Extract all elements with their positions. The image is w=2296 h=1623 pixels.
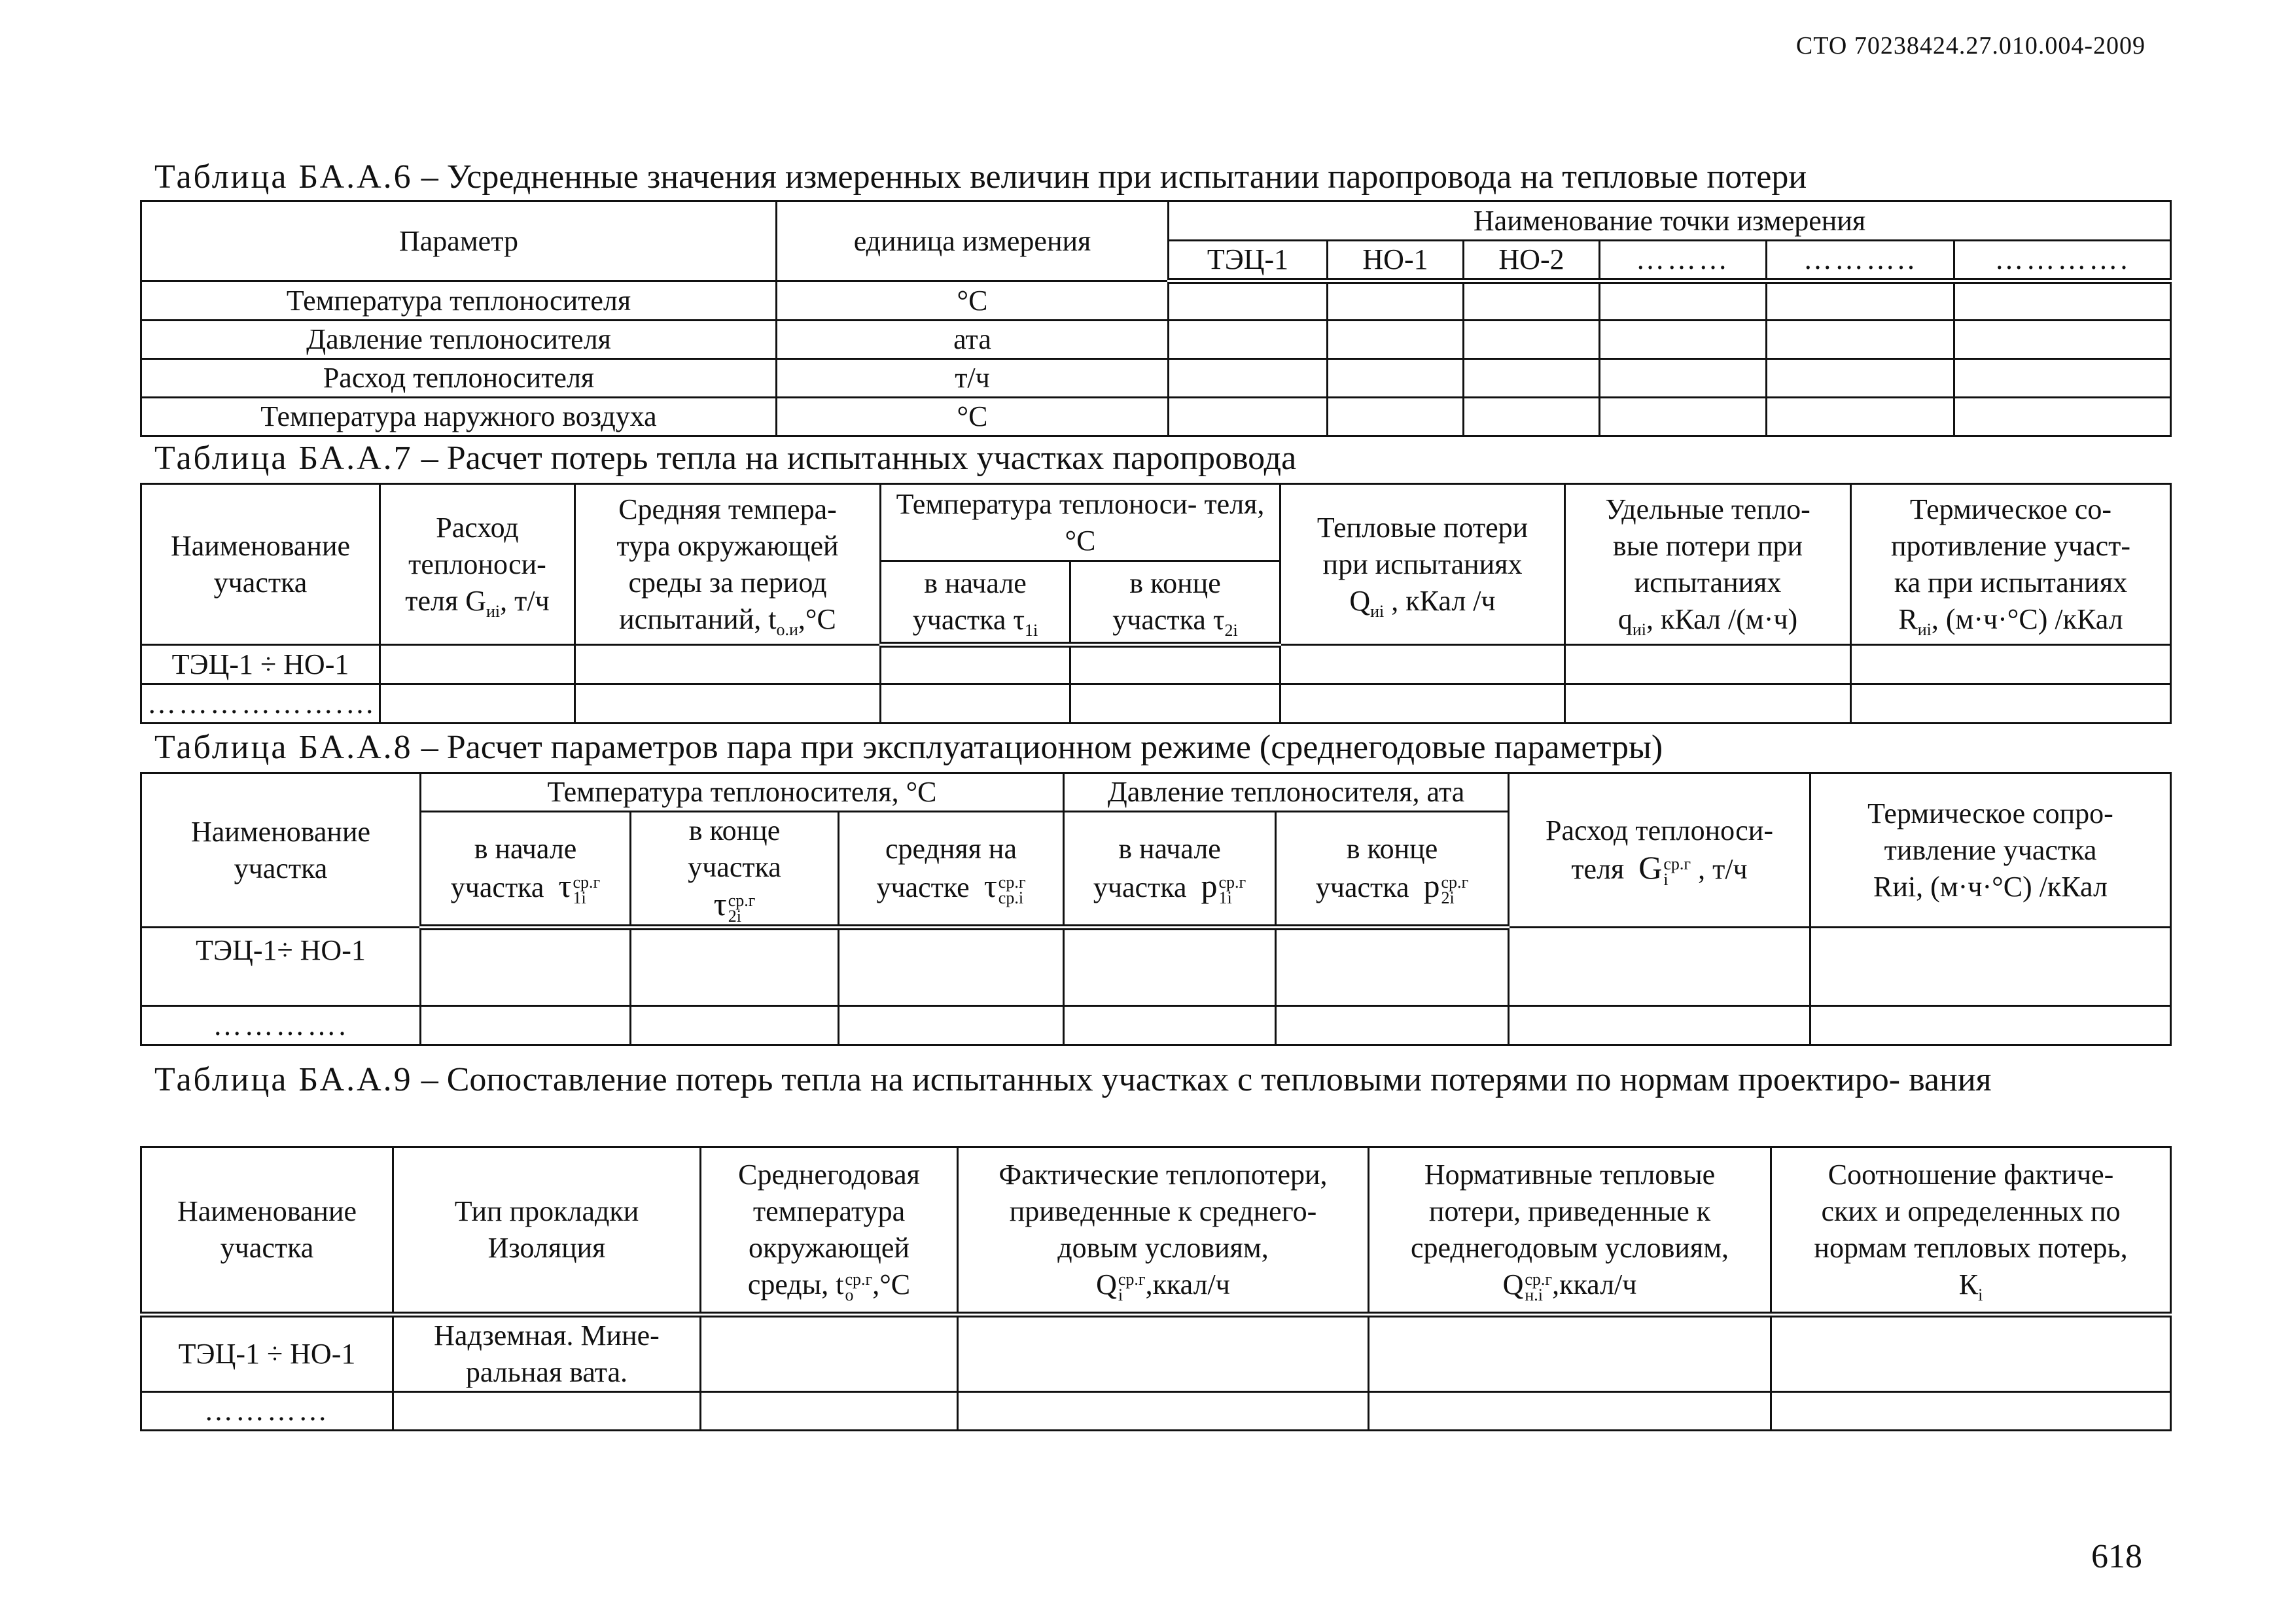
unit-cell: т/ч (777, 359, 1169, 398)
col-param-header: Параметр (141, 201, 777, 281)
laying-type-cell: Надземная. Мине- ральная вата. (393, 1315, 701, 1392)
table-row (141, 359, 2171, 398)
table7-label: Таблица БА.А.7 (154, 440, 413, 477)
section-name-cell: ………… (141, 1392, 393, 1431)
col-loss-header: Тепловые потери при испытаниях $Q_{иi}$ , кКал /ч (1280, 484, 1565, 645)
table6-title: – Усредненные значения измеренных величин при испытании паропровода на тепловые потери (421, 158, 1807, 196)
section-name-cell: ТЭЦ-1 ÷ НО-1 (141, 645, 380, 684)
col-flow-header: Расход теплоноси- теля G ср.г i , т/ч (1509, 773, 1810, 928)
param-cell: Расход теплоносителя (141, 359, 777, 398)
table-row (141, 281, 2171, 321)
table-row (141, 684, 2171, 724)
table7-caption (154, 438, 1296, 479)
table8-label: Таблица БА.А.8 (154, 729, 413, 766)
unit-cell: ата (777, 321, 1169, 359)
table-row (141, 1392, 2171, 1431)
col-unit-header: единица измерения (777, 201, 1169, 281)
col-p-start-header: в начале участка p ср.г 1i (1064, 812, 1276, 928)
table7-title: – Расчет потерь тепла на испытанных участках паропровода (421, 440, 1297, 477)
col-name-header: Наименование участка (141, 773, 421, 928)
table-row (141, 1006, 2171, 1045)
table7 (140, 483, 2172, 724)
unit-cell: °С (777, 281, 1169, 321)
section-name-cell: ТЭЦ-1÷ НО-1 (141, 928, 421, 1006)
col-flow-header: Расход теплоноси- теля $G_{иi}$, т/ч (380, 484, 575, 645)
col-end-header: в конце участка $\tau_{2i}$ (1070, 561, 1280, 645)
table8-title: – Расчет параметров пара при эксплуатационном режиме (среднегодовые параметры) (421, 729, 1663, 766)
unit-cell: °С (777, 398, 1169, 436)
col-t-end-header: в конце участка τ ср.г 2i (631, 812, 839, 928)
page-number: 618 (2091, 1538, 2142, 1575)
col-env-temp-header: Средняя темпера- тура окружающей среды за период испытаний, $t_{о.и},^\circ С$ (575, 484, 881, 645)
table-row (141, 928, 2171, 1006)
table6 (140, 200, 2172, 437)
param-cell: Температура наружного воздуха (141, 398, 777, 436)
col-type-header: Тип прокладки Изоляция (393, 1147, 701, 1315)
col-env-temp-header: Среднегодовая температура окружающей среды, t ср.г о ,°С (701, 1147, 958, 1315)
col-points-header: Наименование точки измерения (1169, 201, 2171, 241)
point-header: ТЭЦ-1 (1169, 241, 1328, 281)
section-name-cell: …………. (141, 1006, 421, 1045)
table9-label: Таблица БА.А.9 (154, 1061, 413, 1098)
param-cell: Давление теплоносителя (141, 321, 777, 359)
table9 (140, 1146, 2172, 1431)
table9-title: – Сопоставление потерь тепла на испытанных участках с тепловыми потерями по нормам проектиро- вания (421, 1061, 1992, 1098)
col-start-header: в начале участка $\tau_{1i}$ (881, 561, 1070, 645)
table6-label: Таблица БА.А.6 (154, 158, 413, 196)
col-fact-loss-header: Фактические теплопотери, приведенные к среднего- довым условиям, Q ср.г i ,ккал/ч (958, 1147, 1369, 1315)
col-press-header: Давление теплоносителя, ата (1064, 773, 1509, 812)
col-name-header: Наименование участка (141, 1147, 393, 1315)
table-row (141, 398, 2171, 436)
table-row (141, 321, 2171, 359)
document-code: СТО 70238424.27.010.004-2009 (1795, 32, 2146, 60)
col-temp-header: Температура теплоноси- теля, °С (881, 484, 1280, 561)
table8-caption (154, 727, 1663, 768)
param-cell: Температура теплоносителя (141, 281, 777, 321)
section-name-cell: ……………….… (141, 684, 380, 724)
table9-caption (154, 1060, 2157, 1100)
point-header: НО-1 (1328, 241, 1464, 281)
table6-caption (154, 157, 1807, 198)
col-norm-loss-header: Нормативные тепловые потери, приведенные к среднегодовым условиям, Q ср.г н.i ,ккал/ч (1369, 1147, 1771, 1315)
table-row (141, 645, 2171, 684)
col-specific-loss-header: Удельные тепло- вые потери при испытаниях $q_{иi}$, кКал /(м·ч) (1565, 484, 1851, 645)
col-name-header: Наименование участка (141, 484, 380, 645)
table8 (140, 772, 2172, 1046)
col-resistance-header: Термическое со- противление участ- ка при испытаниях $R_{иi}$, (м·ч·°С) /кКал (1851, 484, 2171, 645)
point-header: НО-2 (1464, 241, 1600, 281)
section-name-cell: ТЭЦ-1 ÷ НО-1 (141, 1315, 393, 1392)
col-t-start-header: в начале участка τ ср.г 1i (421, 812, 631, 928)
point-header: ……… (1600, 241, 1767, 281)
point-header: …………. (1954, 241, 2171, 281)
col-ratio-header: Соотношение фактиче- ских и определенных по нормам тепловых потерь, $К_i$ (1771, 1147, 2171, 1315)
col-t-avg-header: средняя на участке τ ср.г ср.i (839, 812, 1064, 928)
col-p-end-header: в конце участка p ср.г 2i (1276, 812, 1509, 928)
table-row (141, 1315, 2171, 1392)
point-header: ……….. (1767, 241, 1954, 281)
col-temp-header: Температура теплоносителя, °С (421, 773, 1064, 812)
col-resistance-header: Термическое сопро- тивление участка Rиi, (м·ч·°С) /кКал (1810, 773, 2171, 928)
